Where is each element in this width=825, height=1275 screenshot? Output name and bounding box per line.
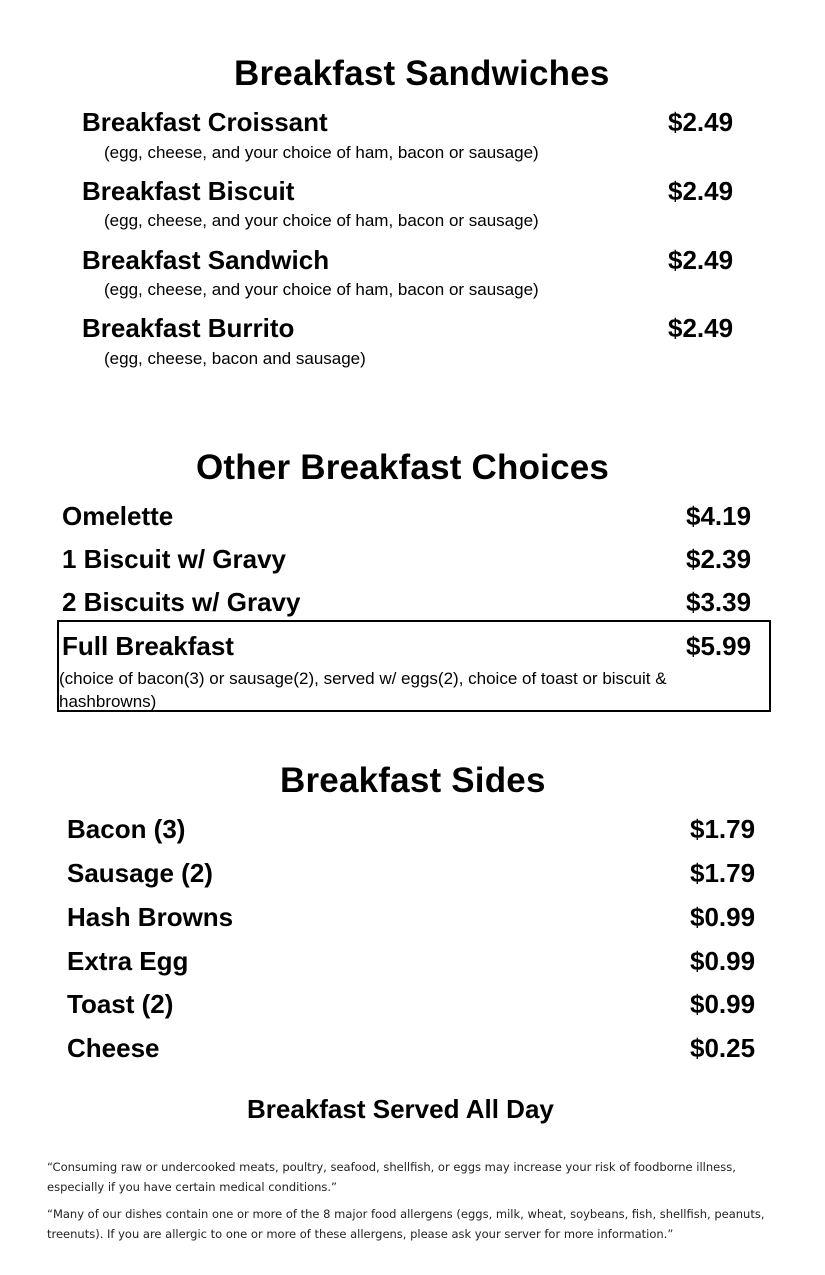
item-desc-full-breakfast: (choice of bacon(3) or sausage(2), served w/ eggs(2), choice of toast or biscuit & hashbrowns) bbox=[59, 669, 667, 711]
item-name-2-biscuits-gravy: 2 Biscuits w/ Gravy bbox=[62, 587, 301, 617]
item-desc-breakfast-sandwich: (egg, cheese, and your choice of ham, bacon or sausage) bbox=[104, 280, 539, 299]
item-price-extra-egg: $0.99 bbox=[690, 946, 756, 976]
item-name-sausage: Sausage (2) bbox=[67, 858, 213, 888]
item-desc-breakfast-croissant: (egg, cheese, and your choice of ham, bacon or sausage) bbox=[104, 143, 539, 162]
item-price-1-biscuit-gravy: $2.39 bbox=[686, 544, 752, 574]
item-name-breakfast-biscuit: Breakfast Biscuit bbox=[82, 176, 295, 206]
item-name-extra-egg: Extra Egg bbox=[67, 946, 189, 976]
item-price-sausage: $1.79 bbox=[690, 858, 756, 888]
item-name-cheese: Cheese bbox=[67, 1033, 160, 1063]
item-price-cheese: $0.25 bbox=[690, 1033, 756, 1063]
item-price-omelette: $4.19 bbox=[686, 501, 752, 531]
item-price-breakfast-biscuit: $2.49 bbox=[668, 176, 734, 206]
item-name-hash-browns: Hash Browns bbox=[67, 902, 234, 932]
item-price-full-breakfast: $5.99 bbox=[686, 631, 752, 661]
raw-food-warning: “Consuming raw or undercooked meats, poultry, seafood, shellfish, or eggs may increase your risk of foodborne illness, especially if you have certain medical conditions.” bbox=[47, 1160, 736, 1194]
item-price-toast: $0.99 bbox=[690, 989, 756, 1019]
item-desc-breakfast-burrito: (egg, cheese, bacon and sausage) bbox=[104, 349, 366, 368]
item-price-bacon: $1.79 bbox=[690, 814, 756, 844]
item-desc-breakfast-biscuit: (egg, cheese, and your choice of ham, bacon or sausage) bbox=[104, 211, 539, 230]
item-name-bacon: Bacon (3) bbox=[67, 814, 186, 844]
section-title-breakfast-sides: Breakfast Sides bbox=[280, 761, 546, 800]
section-title-breakfast-sandwiches: Breakfast Sandwiches bbox=[234, 54, 610, 93]
allergen-notice: “Many of our dishes contain one or more of the 8 major food allergens (eggs, milk, wheat, soybeans, fish, shellfish, peanuts, treenuts). If you are allergic to one or more of these allergens, please ask your server for more information.” bbox=[47, 1207, 765, 1241]
item-name-full-breakfast: Full Breakfast bbox=[62, 631, 234, 661]
item-price-hash-browns: $0.99 bbox=[690, 902, 756, 932]
item-price-breakfast-croissant: $2.49 bbox=[668, 107, 734, 137]
item-name-breakfast-burrito: Breakfast Burrito bbox=[82, 313, 295, 343]
item-name-toast: Toast (2) bbox=[67, 989, 174, 1019]
item-price-breakfast-burrito: $2.49 bbox=[668, 313, 734, 343]
item-price-2-biscuits-gravy: $3.39 bbox=[686, 587, 752, 617]
item-name-breakfast-sandwich: Breakfast Sandwich bbox=[82, 245, 330, 275]
item-price-breakfast-sandwich: $2.49 bbox=[668, 245, 734, 275]
served-all-day-heading: Breakfast Served All Day bbox=[247, 1094, 554, 1124]
section-title-other-breakfast-choices: Other Breakfast Choices bbox=[196, 448, 610, 487]
item-name-omelette: Omelette bbox=[62, 501, 174, 531]
item-name-1-biscuit-gravy: 1 Biscuit w/ Gravy bbox=[62, 544, 286, 574]
item-name-breakfast-croissant: Breakfast Croissant bbox=[82, 107, 328, 137]
